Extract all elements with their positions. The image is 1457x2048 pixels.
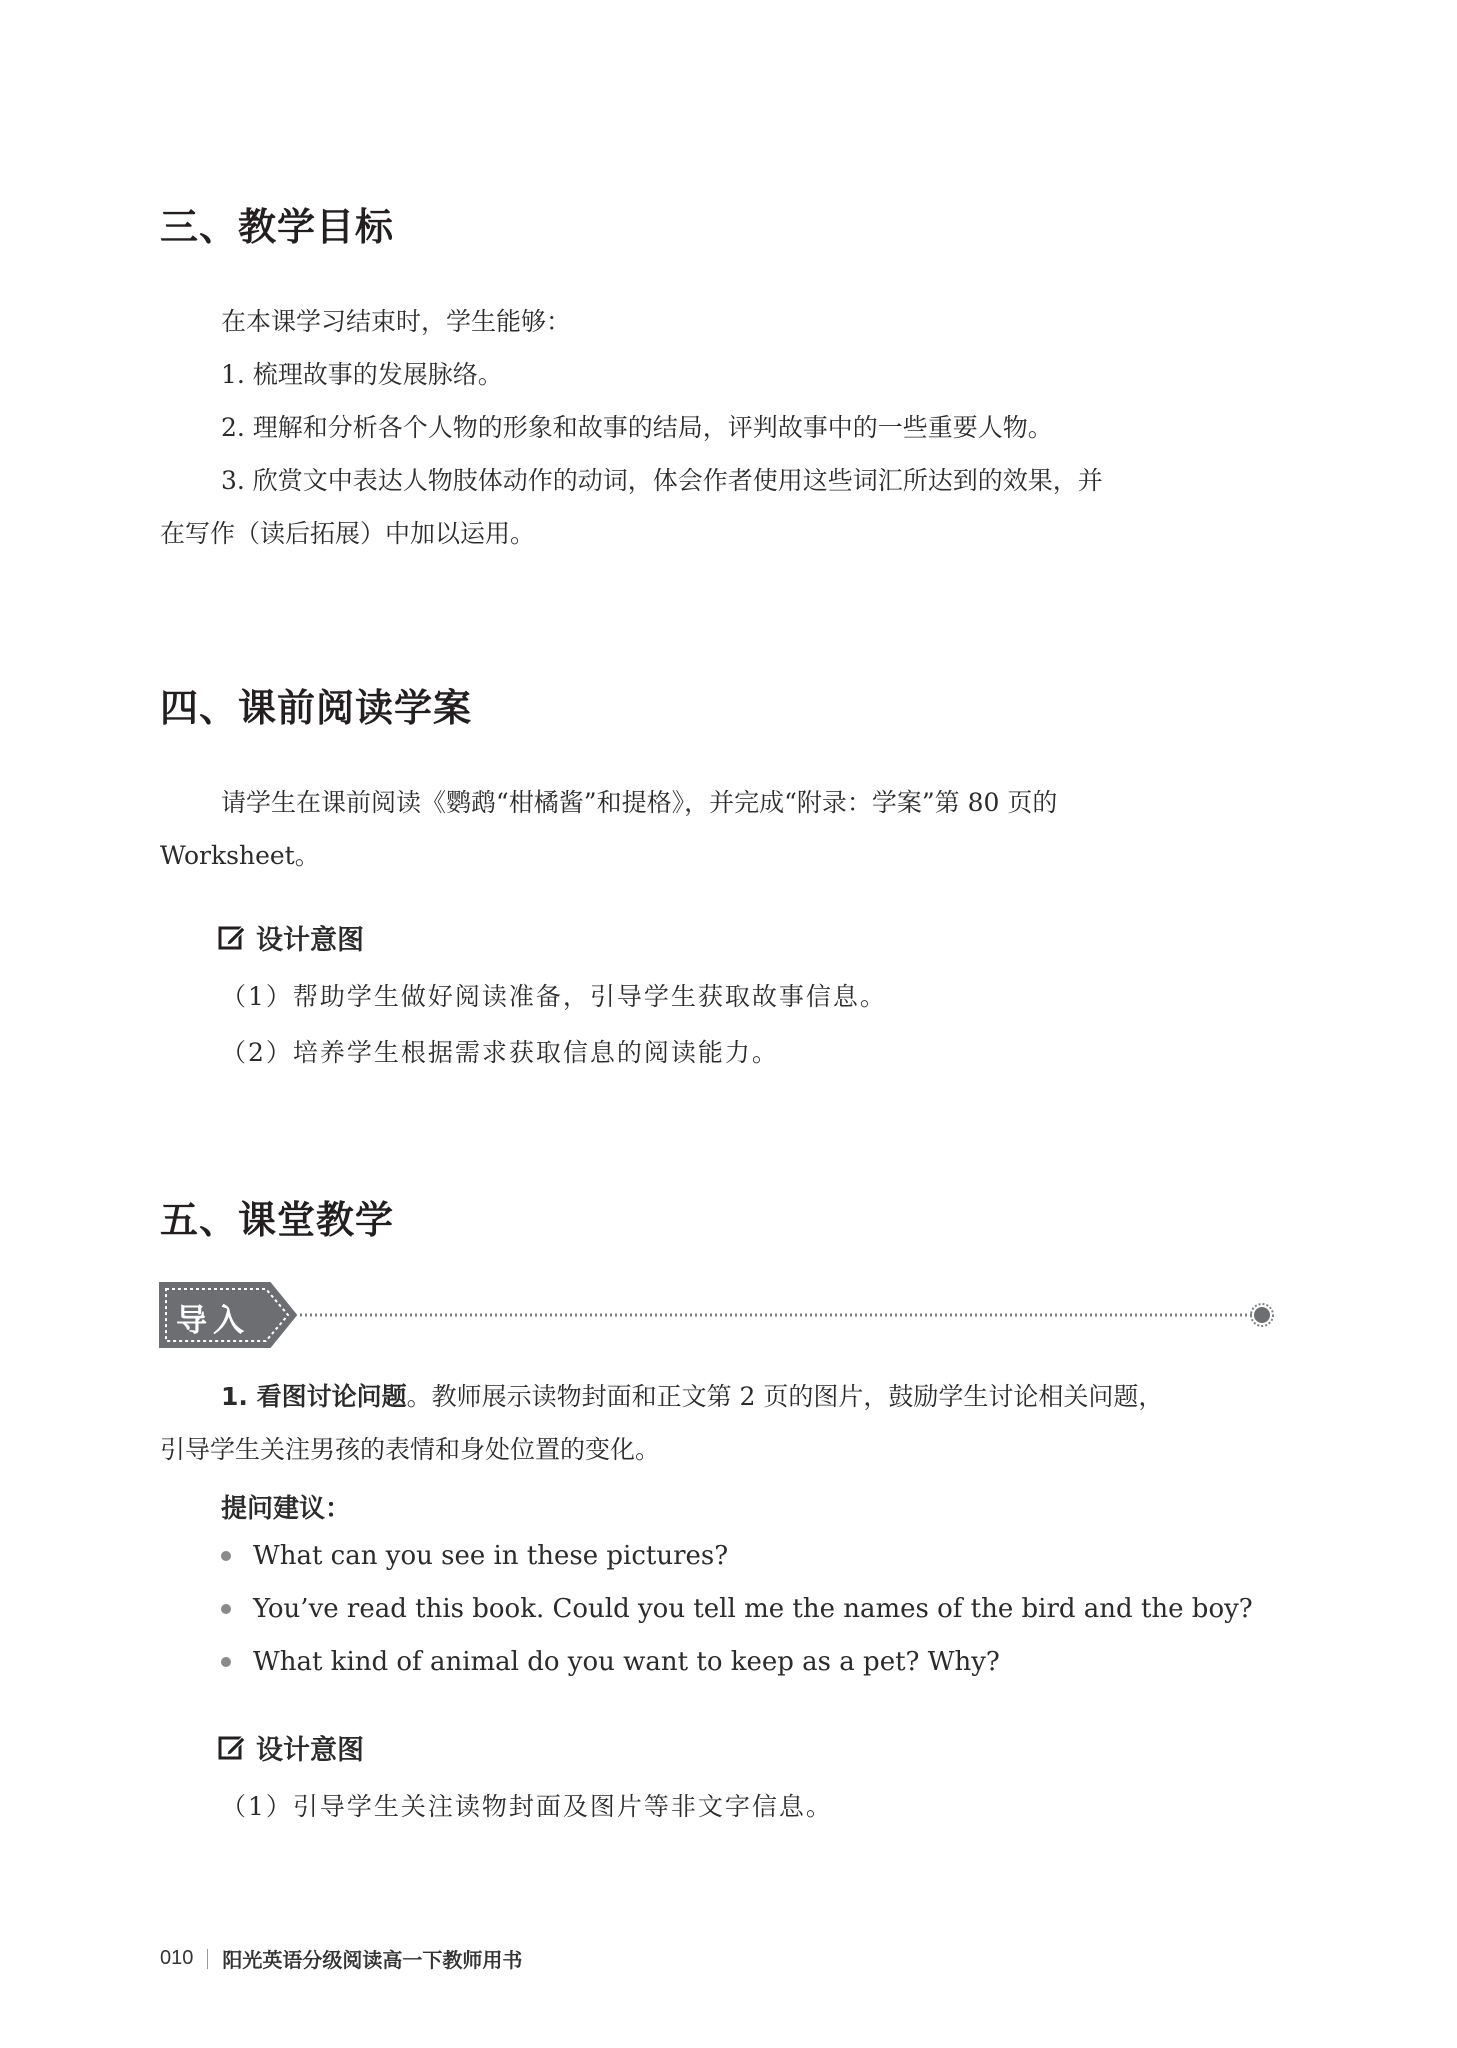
goal-item-1: 1. 梳理故事的发展脉络。 <box>221 360 503 389</box>
book-title: 阳光英语分级阅读高一下教师用书 <box>222 1948 523 1972</box>
goal-item-3-cont: 在写作（读后拓展）中加以运用。 <box>160 519 536 548</box>
question-item <box>221 1541 728 1571</box>
bullet-icon <box>221 1657 231 1667</box>
pencil-square-icon <box>218 924 246 952</box>
question-text-1: What can you see in these pictures? <box>253 1541 729 1571</box>
design-intent-heading-2 <box>218 1728 364 1767</box>
questions-heading: 提问建议： <box>221 1494 352 1524</box>
design-intent-label: 设计意图 <box>256 925 364 956</box>
design-intent-item-1: （1）帮助学生做好阅读准备，引导学生获取故事信息。 <box>221 982 887 1011</box>
question-text-3: What kind of animal do you want to keep as a pet? Why? <box>253 1647 1000 1677</box>
design-intent-heading <box>218 918 364 957</box>
question-item <box>221 1647 1000 1677</box>
step1-title: 1. 看图讨论问题 <box>221 1382 407 1411</box>
bullet-icon <box>221 1604 231 1614</box>
page-footer <box>160 1944 522 1973</box>
design-intent-item-2: （2）培养学生根据需求获取信息的阅读能力。 <box>221 1038 779 1067</box>
bullet-icon <box>221 1551 231 1561</box>
step1-line2: 引导学生关注男孩的表情和身处位置的变化。 <box>160 1435 661 1464</box>
lead-in-banner <box>158 1281 1278 1351</box>
goal-item-2: 2. 理解和分析各个人物的形象和故事的结局，评判故事中的一些重要人物。 <box>221 413 1053 442</box>
goal-item-3: 3. 欣赏文中表达人物肢体动作的动词，体会作者使用这些词汇所达到的效果，并 <box>221 466 1103 495</box>
question-text-2: You’ve read this book. Could you tell me the names of the bird and the boy? <box>253 1594 1253 1624</box>
prereading-paragraph-line2: Worksheet。 <box>160 841 320 870</box>
section-title-classroom: 五、课堂教学 <box>160 1198 395 1242</box>
step1-line1 <box>221 1384 1163 1409</box>
design-intent-item-3: （1）引导学生关注读物封面及图片等非文字信息。 <box>221 1792 833 1821</box>
goals-intro: 在本课学习结束时，学生能够： <box>221 307 572 336</box>
footer-divider <box>207 1949 208 1969</box>
design-intent-label-2: 设计意图 <box>256 1735 364 1766</box>
prereading-paragraph-line1: 请学生在课前阅读《鹦鹉“柑橘酱”和提格》，并完成“附录：学案”第 80 页的 <box>221 788 1058 817</box>
question-item <box>221 1594 1253 1624</box>
pencil-square-icon <box>218 1734 246 1762</box>
section-title-prereading: 四、课前阅读学案 <box>160 686 473 730</box>
page-number: 010 <box>160 1947 194 1969</box>
section-title-teaching-goals: 三、教学目标 <box>160 205 395 249</box>
lead-in-label: 导入 <box>176 1303 250 1339</box>
step1-text: 。教师展示读物封面和正文第 2 页的图片，鼓励学生讨论相关问题， <box>406 1382 1164 1411</box>
